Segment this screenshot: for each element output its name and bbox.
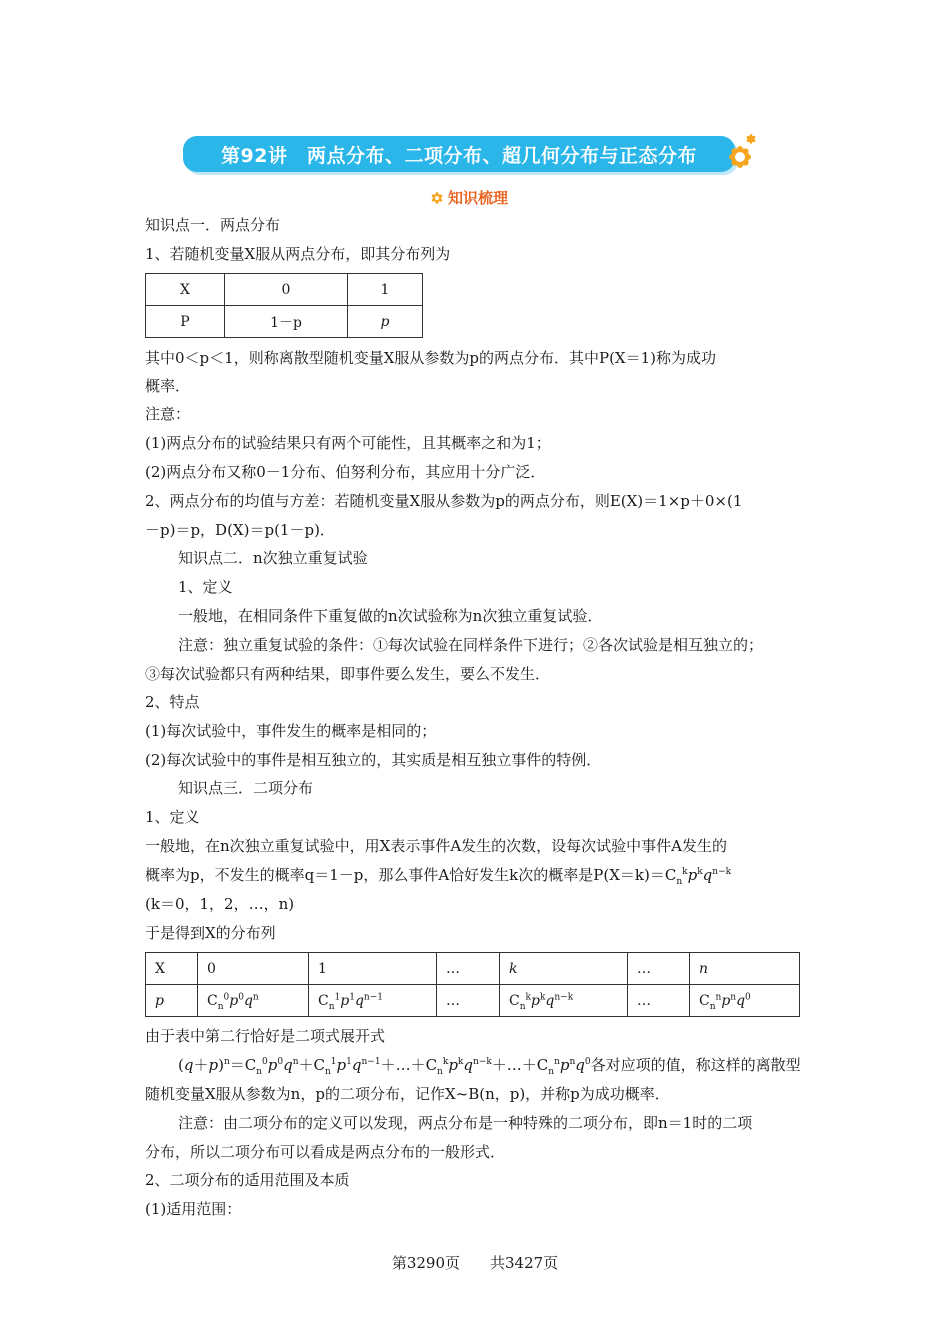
kp3-binom-intro: 由于表中第二行恰好是二项式展开式 [145, 1027, 386, 1045]
page-footer: 第3290页 共3427页 [391, 1254, 559, 1272]
combination-symbol: C [699, 992, 710, 1009]
kp3-binom-line1-tail: 各对应项的值，称这样的离散型 [590, 1056, 801, 1074]
kp2-feature1: (1)每次试验中，事件发生的概率是相同的； [145, 722, 437, 740]
table-cell: P [146, 306, 225, 338]
kp2-def-label: 1、定义 [178, 578, 233, 596]
table-cell: 1 [348, 274, 423, 306]
table-cell: … [437, 953, 500, 985]
kp3-note-line1: 注意：由二项分布的定义可以发现，两点分布是一种特殊的二项分布，即n＝1时的二项 [178, 1114, 753, 1132]
combination-symbol: C [318, 992, 329, 1009]
table-cell: $C_n^1p^1q^{n-1}$ [309, 985, 437, 1017]
flower-icon [723, 133, 757, 175]
combination-symbol: C [509, 992, 520, 1009]
title-banner [183, 133, 753, 175]
kp1-mean-line1: 2、两点分布的均值与方差：若随机变量X服从参数为p的两点分布，则E(X)＝1×p＋0×(1 [145, 492, 743, 510]
table-row [146, 274, 423, 306]
table-cell: 0 [225, 274, 348, 306]
kp1-note2: (2)两点分布又称0－1分布、伯努利分布，其应用十分广泛． [145, 463, 546, 481]
two-point-dist-table [145, 273, 423, 338]
kp3-note-line2: 分布，所以二项分布可以看成是两点分布的一般形式． [145, 1143, 506, 1161]
kp1-heading: 知识点一．两点分布 [145, 216, 281, 234]
table-cell: 1 [309, 953, 437, 985]
section-title: 知识梳理 [448, 189, 509, 207]
table-cell: 1－p [225, 306, 348, 338]
table-cell: 0 [198, 953, 309, 985]
kp3-def-line2: 概率为p，不发生的概率q＝1－p，那么事件A恰好发生k次的概率是$P(X=k)=C_n^kp^kq^{n-k}$ [145, 866, 732, 887]
kp3-binom-line1: $(q+p)^n=C_n^0p^0q^n+C_n^1p^1q^{n-1}+\dots+C_n^kp^kq^{n-k}+\dots+C_n^np^nq^0$各对应项的值，称这样的离散型 [178, 1056, 801, 1077]
table-cell: $C_n^kp^kq^{n-k}$ [500, 985, 628, 1017]
table-row [146, 306, 423, 338]
table-cell: X [146, 274, 225, 306]
table-cell: … [437, 985, 500, 1017]
page-title: 第92讲 两点分布、二项分布、超几何分布与正态分布 [221, 144, 697, 167]
kp3-def-line2-text: 概率为p，不发生的概率q＝1－p，那么事件A恰好发生k次的概率是P(X＝k)＝C [145, 866, 677, 884]
kp1-line1: 1、若随机变量X服从两点分布，即其分布列为 [145, 245, 451, 263]
section-header [430, 187, 508, 208]
kp3-def-line3: (k＝0，1，2，…，n) [145, 895, 295, 913]
kp2-note-line2: ③每次试验都只有两种结果，即事件要么发生，要么不发生． [145, 665, 551, 683]
kp1-note-label: 注意： [145, 405, 191, 423]
kp2-note-line1: 注意：独立重复试验的条件：①每次试验在同样条件下进行；②各次试验是相互独立的； [178, 636, 764, 654]
kp2-heading: 知识点二．n次独立重复试验 [178, 549, 368, 567]
table-cell: X [146, 953, 198, 985]
table-row [146, 953, 800, 985]
kp1-para-line2: 概率． [145, 377, 191, 395]
table-cell: … [628, 985, 690, 1017]
kp3-def-label: 1、定义 [145, 808, 200, 826]
kp1-note1: (1)两点分布的试验结果只有两个可能性，且其概率之和为1； [145, 434, 551, 452]
table-cell: p [146, 985, 198, 1017]
table-cell: $C_n^np^nq^0$ [690, 985, 800, 1017]
kp3-scope1: (1)适用范围： [145, 1200, 242, 1218]
small-flower-icon [430, 191, 444, 205]
kp3-def-line1: 一般地，在n次独立重复试验中，用X表示事件A发生的次数，设每次试验中事件A发生的 [145, 837, 728, 855]
kp1-mean-line2: －p)＝p，D(X)＝p(1－p)． [145, 521, 335, 539]
kp2-feature-label: 2、特点 [145, 693, 200, 711]
title-bar [183, 136, 735, 172]
table-cell: n [690, 953, 800, 985]
table-cell: $C_n^0p^0q^n$ [198, 985, 309, 1017]
kp2-feature2: (2)每次试验中的事件是相互独立的，其实质是相互独立事件的特例． [145, 751, 602, 769]
kp2-def-text: 一般地，在相同条件下重复做的n次试验称为n次独立重复试验． [178, 607, 603, 625]
combination-symbol: C [207, 992, 218, 1009]
kp1-para-line1: 其中0＜p＜1，则称离散型随机变量X服从参数为p的两点分布．其中P(X＝1)称为成功 [145, 349, 716, 367]
table-row [146, 985, 800, 1017]
table-cell: … [628, 953, 690, 985]
kp3-binom-line2: 随机变量X服从参数为n，p的二项分布，记作X~B(n，p)，并称p为成功概率． [145, 1085, 670, 1103]
kp3-scope-label: 2、二项分布的适用范围及本质 [145, 1171, 350, 1189]
table-cell: k [500, 953, 628, 985]
kp3-heading: 知识点三．二项分布 [178, 779, 314, 797]
table-cell: p [348, 306, 423, 338]
kp3-dist-intro: 于是得到X的分布列 [145, 924, 276, 942]
binomial-dist-table [145, 952, 800, 1017]
